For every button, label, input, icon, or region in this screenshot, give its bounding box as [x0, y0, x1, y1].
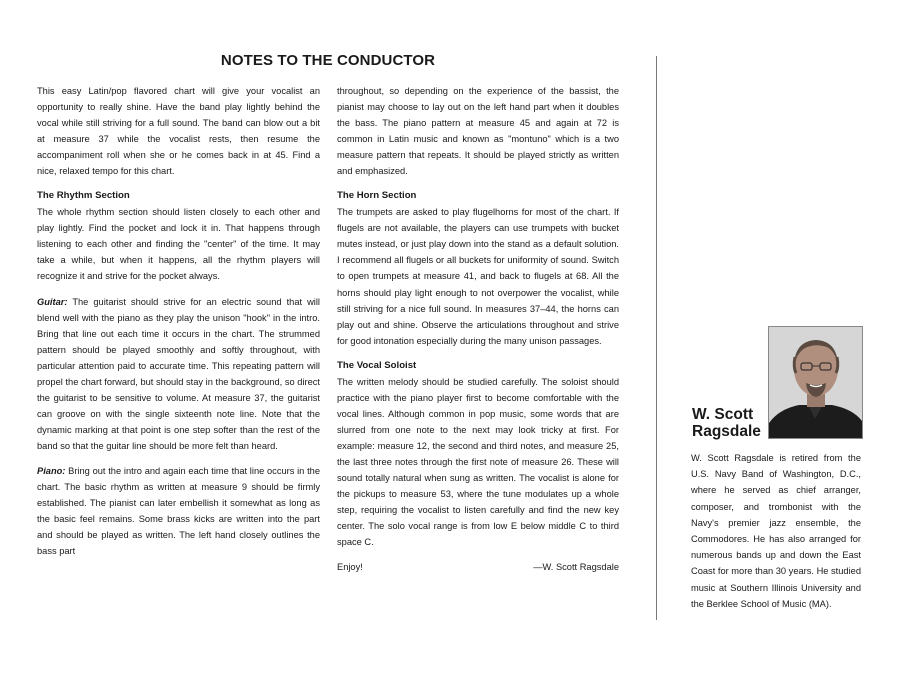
rhythm-section: [37, 188, 320, 284]
horn-section-heading: The Horn Section: [337, 190, 417, 202]
guitar-lead: Guitar:: [37, 296, 68, 307]
horn-section: [337, 188, 619, 348]
intro-paragraph: This easy Latin/pop flavored chart will give your vocalist an opportunity to really shine. Have the band play lightly behind the vocal while still striving for a full sound. The band can blow out a bit at measure 37 while the vocalist rests, then resume the accompaniment roll when she or he comes back in at 45. Find a nice, relaxed tempo for this chart.: [37, 86, 320, 177]
guitar-text: The guitarist should strive for an electric sound that will blend well with the piano as they play the unison "hook" in the intro. Bring that line out each time it occurs in the chart. The strummed pattern should be played smoothly and softly throughout, with particular attention paid to accurate time. This repeating pattern will propel the chart forward, but should stay in the background, so direct the guitarist to be sensitive to volume. At measure 37, the guitarist can groove on with the single sixteenth note line. Note that the dynamic marking at that point is one step softer than the rest of the band so that the guitar line should be more felt than heard.: [37, 296, 320, 451]
vocal-section-heading: The Vocal Soloist: [337, 359, 417, 371]
page-title: NOTES TO THE CONDUCTOR: [220, 52, 436, 69]
piano-text: Bring out the intro and again each time that line occurs in the chart. The basic rhythm as written at measure 9 should be firmly established. The pianist can later embellish it somewhat as long as the basic feel remains. Some brass kicks are written into the part and should be played as written. The left hand closely outlines the bass part: [37, 465, 320, 557]
author-name-line1: W. Scott: [692, 406, 754, 423]
author-name-line2: Ragsdale: [692, 423, 761, 440]
rhythm-section-heading: The Rhythm Section: [37, 190, 130, 202]
enjoy-text: Enjoy!: [337, 562, 363, 573]
guitar-paragraph: [37, 294, 320, 454]
closing-line: [337, 559, 619, 575]
portrait-image: [769, 327, 862, 438]
continued-paragraph: throughout, so depending on the experience of the bassist, the pianist may choose to lay out on the left hand part when it doubles the bass. The piano pattern at measure 45 and again at 72 is common in Latin music and known as "montuno" which is a two measure pattern that repeats. It should be played strictly as written and emphasized.: [337, 86, 619, 177]
horn-section-text: The trumpets are asked to play flugelhorns for most of the chart. If flugels are not available, the players can use trumpets with bucket mutes instead, or just play down into the stand as a default solution. I recommend all flugels or all buckets for uniformity of sound. Switch to open trumpets at measure 41, and back to flugels at 68. All the horns should play light enough to not overpower the vocalist, while still striving for a nice full sound. In measures 37–44, the horns can play out and shine. Observe the articulations throughout and strive for good intonation especially during the many unison passages.: [337, 207, 619, 346]
signature: —W. Scott Ragsdale: [533, 562, 619, 573]
author-photo: [768, 326, 863, 439]
column-middle: [337, 83, 619, 575]
author-name: [692, 406, 761, 440]
author-bio: W. Scott Ragsdale is retired from the U.S. Navy Band of Washington, D.C., where he served as chief arranger, composer, and trombonist with the Navy's premier jazz ensemble, the Commodores. He has also arranged for numerous bands up and down the East Coast for more than 30 years. He studied music at Southern Illinois University and the Berklee School of Music (MA).: [691, 453, 862, 609]
rhythm-section-text: The whole rhythm section should listen closely to each other and play lightly. Find the pocket and lock it in. That happens through listening to each other and finding the "center" of the time. It may take a while, but when it happens, all the rhythm players will recognize it and strive for the pocket always.: [37, 207, 320, 282]
column-left: [37, 83, 320, 568]
vocal-section-text: The written melody should be studied carefully. The soloist should practice with the piano player first to become comfortable with the vocal lines. Although common in pop music, some words that are slurred from one note to the next may look tricky at first. For example: measure 12, the second and third notes, and measure 25, the last three notes through the first note of measure 26. These will sound totally natural when sung as written. The vocalist is alone for the pickups to measure 53, where the tune modulates up a whole step, requiring the vocalist to listen carefully and find the new key center. The solo vocal range is from low E below middle C to third space C.: [337, 376, 619, 548]
piano-paragraph: [37, 463, 320, 559]
column-divider: [656, 56, 657, 620]
piano-lead: Piano:: [37, 465, 66, 476]
vocal-section: [337, 358, 619, 551]
